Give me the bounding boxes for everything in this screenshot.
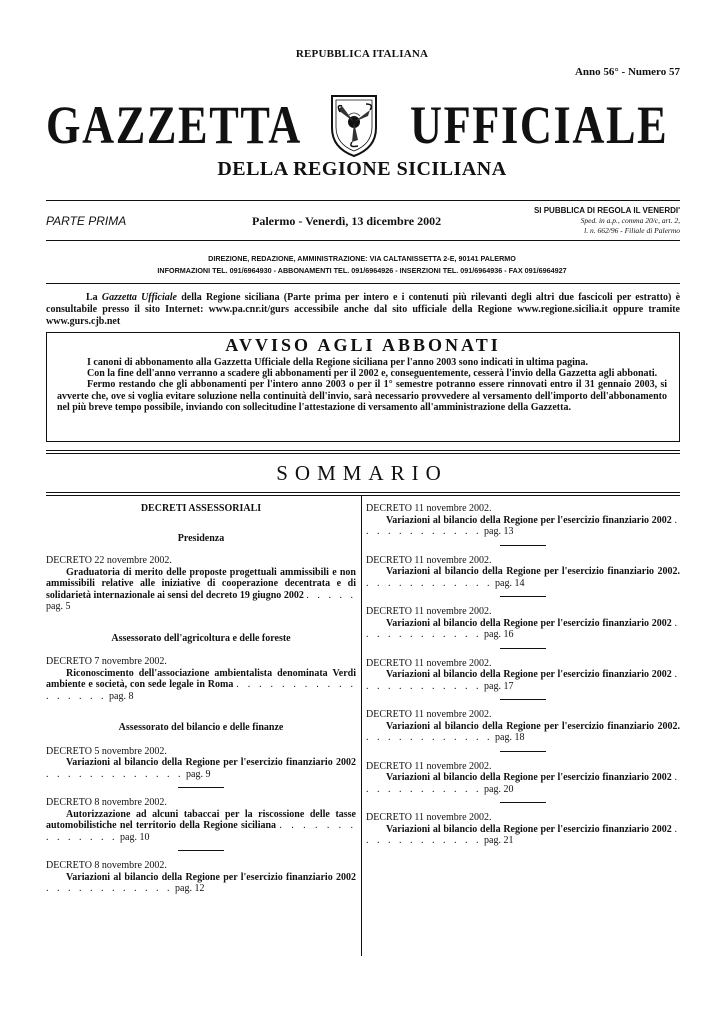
- header-rule-bottom: [46, 240, 680, 241]
- toc-entry[interactable]: [366, 606, 680, 641]
- sommario-rule-top-1: [46, 450, 680, 451]
- toc-entry-page: pag. 12: [175, 883, 205, 894]
- toc-entry-kind: DECRETO 8 novembre 2002.: [46, 797, 167, 808]
- editorial-address: DIREZIONE, REDAZIONE, AMMINISTRAZIONE: VIA CALTANISSETTA 2-E, 90141 PALERMO: [208, 254, 516, 263]
- toc-entry-page: pag. 17: [484, 680, 514, 692]
- notice-body: [57, 357, 667, 413]
- intro-text-a: La: [86, 292, 102, 303]
- toc-entry-page: pag. 5: [46, 601, 71, 612]
- toc-entry[interactable]: [46, 656, 356, 702]
- toc-entry[interactable]: [46, 860, 356, 895]
- masthead-title-right: UFFICIALE: [410, 95, 669, 155]
- entry-divider: [178, 850, 224, 851]
- editorial-rule: [46, 283, 680, 284]
- section-presidenza: Presidenza: [177, 532, 225, 544]
- toc-entry[interactable]: [46, 797, 356, 843]
- entry-divider: [500, 545, 546, 546]
- toc-entry-title: Variazioni al bilancio della Regione per l'esercizio finanziario 2002 . . . . . . . . . . . . . pag. 9: [46, 757, 356, 780]
- sommario-rule-bottom-2: [46, 495, 680, 496]
- header-rule-top: [46, 200, 680, 201]
- toc-entry-kind: DECRETO 22 novembre 2002.: [46, 555, 172, 566]
- masthead-subtitle: DELLA REGIONE SICILIANA: [217, 158, 507, 180]
- entry-divider: [500, 751, 546, 752]
- masthead: [46, 90, 680, 162]
- dateline: Palermo - Venerdì, 13 dicembre 2002: [252, 214, 442, 228]
- notice-box: [46, 332, 680, 442]
- toc-entry-kind: DECRETO 11 novembre 2002.: [366, 812, 492, 823]
- intro-text-b: della Regione siciliana (Parte prima per intero e i contenuti più rilevanti degli altri due fascicoli per estratto) è consultabile presso il sito Internet: www.pa.cnr.it/gurs accessibile anche dal sito ufficiale della Regione www.regione.sicilia.it oppure tramite www.gurs.cjb.net: [46, 292, 681, 327]
- editorial-phones: INFORMAZIONI TEL. 091/6964930 - ABBONAMENTI TEL. 091/6964926 - INSERZIONI TEL. 091/6964936 - FAX 091/6964927: [157, 266, 567, 275]
- column-separator: [361, 496, 362, 956]
- intro-paragraph: [46, 292, 680, 328]
- masthead-title-left: GAZZETTA: [46, 95, 302, 155]
- entry-divider: [500, 699, 546, 700]
- notice-paragraph: Fermo restando che gli abbonamenti per l'intero anno 2003 o per il 1° semestre potranno essere rinnovati entro il 31 gennaio 2003, si avverte che, ove si voglia evitare soluzione nella continuità dell'invio, sarà necessario provvedere al versamento dell'importo dell'abbonamento nel più breve tempo possibile, inviando con sollecitudine l'attestazione di versamento all'amministrazione della Gazzetta.: [57, 379, 667, 413]
- section-agricoltura: Assessorato dell'agricoltura e delle foreste: [111, 632, 291, 644]
- toc-entry[interactable]: [366, 709, 680, 744]
- sommario-left-column: [46, 503, 356, 895]
- section-bilancio: Assessorato del bilancio e delle finanze: [118, 722, 284, 733]
- toc-entry-title: Variazioni al bilancio della Regione per l'esercizio finanziario 2002 . . . . . . . . . . . . pag. 12: [46, 871, 356, 894]
- toc-entry-title: Variazioni al bilancio della Regione per l'esercizio finanziario 2002 . . . . . . . . . . . . pag. 20: [366, 772, 681, 795]
- toc-entry-kind: DECRETO 11 novembre 2002.: [366, 606, 492, 617]
- toc-entry-title: Variazioni al bilancio della Regione per l'esercizio finanziario 2002 . . . . . . . . . . . . pag. 16: [366, 617, 681, 640]
- section-heading: DECRETI ASSESSORIALI: [140, 503, 262, 514]
- toc-entry[interactable]: [366, 658, 680, 693]
- sommario-right-column: [366, 503, 680, 847]
- toc-entry-title: Variazioni al bilancio della Regione per l'esercizio finanziario 2002 . . . . . . . . . . . . pag. 13: [366, 514, 681, 537]
- toc-entry-title: Riconoscimento dell'associazione ambientalista denominata Verdi ambiente e società, con sede legale in Roma . . . . . . . . . . . . . . . . . pag. 8: [46, 667, 356, 702]
- toc-entry-title: Variazioni al bilancio della Regione per l'esercizio finanziario 2002 . . . . . . . . . . . . pag. 21: [366, 823, 681, 846]
- toc-entry-kind: DECRETO 11 novembre 2002.: [366, 760, 492, 772]
- intro-text-italic: Gazzetta Ufficiale: [101, 292, 177, 303]
- trinacria-emblem-icon: [328, 92, 380, 158]
- toc-entry-kind: DECRETO 11 novembre 2002.: [366, 709, 492, 720]
- notice-paragraph: Con la fine dell'anno verranno a scadere gli abbonamenti per il 2002 e, conseguentemente, cesserà l'invio della Gazzetta agli abbonati.: [87, 368, 658, 380]
- toc-entry-title: Graduatoria di merito delle proposte progettuali ammissibili e non ammissibili relative alle iniziative di cooperazione decentrata e di solidarietà internazionale ai sensi del decreto 19 giugno 2002 . . . . . pag. 5: [46, 566, 356, 612]
- toc-entry[interactable]: [366, 812, 680, 847]
- toc-entry-page: pag. 14: [495, 577, 525, 589]
- toc-entry-page: pag. 8: [109, 690, 134, 702]
- entry-divider: [178, 787, 224, 788]
- toc-entry-kind: DECRETO 5 novembre 2002.: [46, 745, 167, 757]
- toc-entry-title: Variazioni al bilancio della Regione per l'esercizio finanziario 2002 . . . . . . . . . . . . pag. 17: [366, 669, 681, 692]
- toc-entry-page: pag. 13: [484, 526, 514, 537]
- toc-entry[interactable]: [46, 746, 356, 781]
- toc-entry-kind: DECRETO 11 novembre 2002.: [366, 657, 492, 669]
- toc-entry[interactable]: [366, 503, 680, 538]
- shipping-note: [581, 216, 680, 236]
- toc-entry-kind: DECRETO 11 novembre 2002.: [366, 503, 492, 514]
- toc-entry-page: pag. 18: [495, 732, 525, 743]
- issue-number: Anno 56° - Numero 57: [574, 66, 680, 78]
- toc-entry-page: pag. 9: [186, 768, 211, 780]
- toc-entry[interactable]: [366, 761, 680, 796]
- editorial-info: [0, 253, 724, 277]
- publication-note: SI PUBBLICA DI REGOLA IL VENERDI': [533, 206, 680, 215]
- entry-divider: [500, 802, 546, 803]
- toc-entry-kind: DECRETO 11 novembre 2002.: [366, 554, 492, 566]
- entry-divider: [500, 648, 546, 649]
- sommario-rule-bottom-1: [46, 492, 680, 493]
- parte-label: PARTE PRIMA: [46, 214, 127, 228]
- toc-entry[interactable]: [46, 555, 356, 613]
- republic-label: REPUBBLICA ITALIANA: [295, 48, 429, 60]
- toc-entry-kind: DECRETO 8 novembre 2002.: [46, 860, 167, 871]
- sommario-rule-top-2: [46, 453, 680, 454]
- entry-divider: [500, 596, 546, 597]
- sommario-title: SOMMARIO: [276, 461, 448, 485]
- toc-entry[interactable]: [366, 555, 680, 590]
- toc-entry-title: Autorizzazione ad alcuni tabaccai per la riscossione delle tasse automobilistiche nel territorio della Regione siciliana . . . . . . . . . . . . . . pag. 10: [46, 808, 357, 843]
- toc-entry-title: Variazioni al bilancio della Regione per l'esercizio finanziario 2002. . . . . . . . . . . . . pag. 14: [366, 566, 680, 589]
- toc-entry-page: pag. 20: [484, 783, 514, 795]
- toc-entry-page: pag. 10: [120, 831, 150, 843]
- shipping-note-line-1: Sped. in a.p., comma 20/c, art. 2,: [580, 216, 680, 225]
- toc-entry-kind: DECRETO 7 novembre 2002.: [46, 656, 167, 667]
- toc-entry-title: Variazioni al bilancio della Regione per l'esercizio finanziario 2002. . . . . . . . . . . . . pag. 18: [366, 720, 680, 743]
- toc-entry-page: pag. 16: [484, 629, 514, 640]
- notice-title: AVVISO AGLI ABBONATI: [225, 335, 501, 355]
- shipping-note-line-2: l. n. 662/96 - Filiale di Palermo: [584, 226, 680, 235]
- toc-entry-page: pag. 21: [484, 835, 514, 846]
- notice-paragraph: I canoni di abbonamento alla Gazzetta Ufficiale della Regione siciliana per l'anno 2003 sono indicati in ultima pagina.: [87, 357, 588, 368]
